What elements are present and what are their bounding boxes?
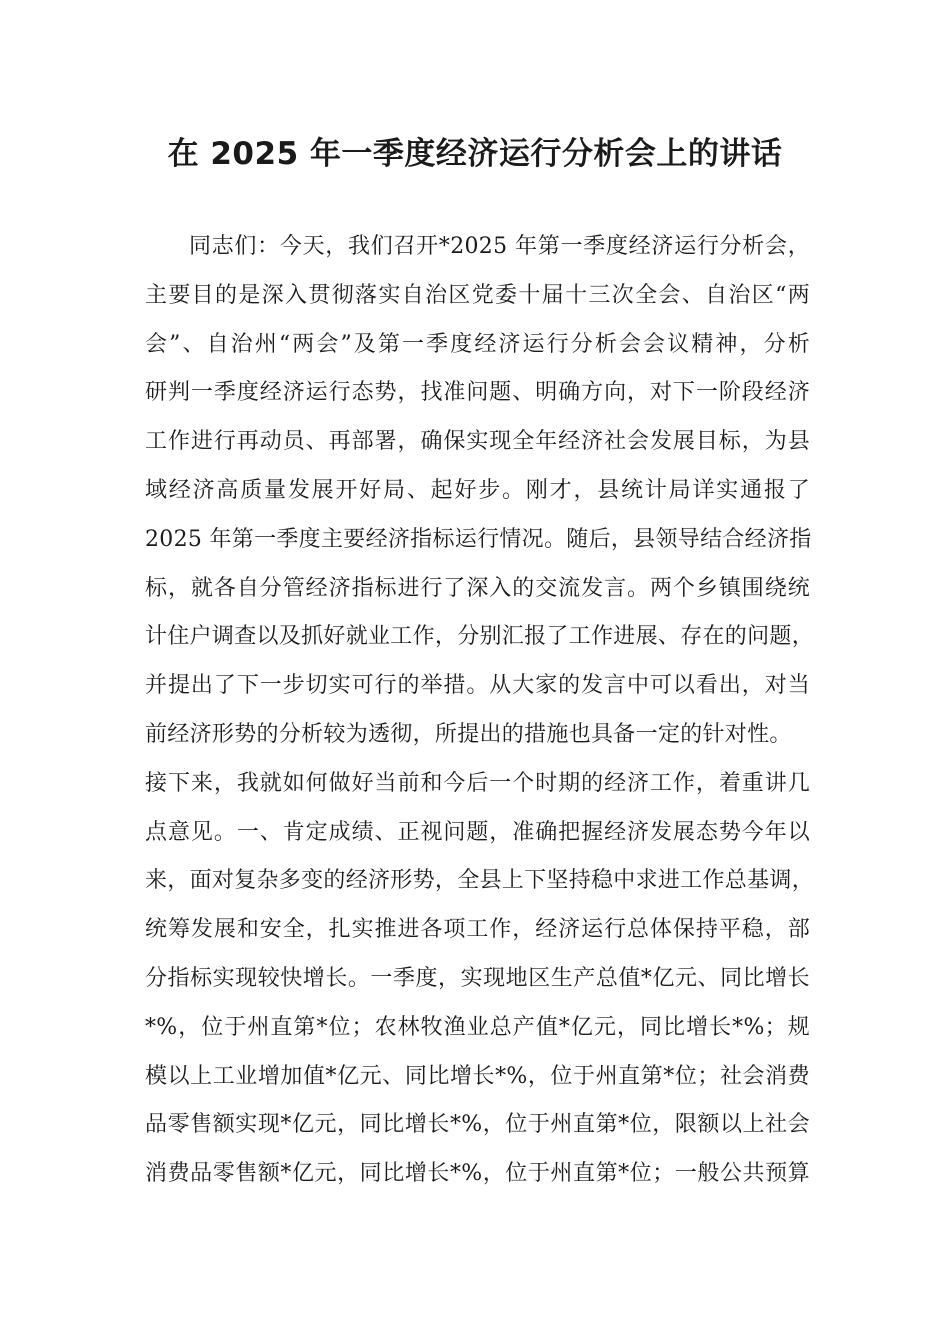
paragraph-line: 消费品零售额*亿元，同比增长*%，位于州直第*位；一般公共预算 [145, 1161, 810, 1187]
speech-body [145, 223, 815, 1199]
paragraph-line: 来，面对复杂多变的经济形势，全县上下坚持稳中求进工作总基调， [145, 868, 815, 894]
paragraph-line: 模以上工业增加值*亿元、同比增长*%，位于州直第*位；社会消费 [145, 1063, 810, 1089]
paragraph-line: 标，就各自分管经济指标进行了深入的交流发言。两个乡镇围绕统 [145, 575, 810, 601]
paragraph-line: 主要目的是深入贯彻落实自治区党委十届十三次全会、自治区“两 [145, 282, 810, 308]
paragraph-line: 域经济高质量发展开好局、起好步。刚才，县统计局详实通报了 [145, 477, 810, 503]
document-title: 在 2025 年一季度经济运行分析会上的讲话 [167, 136, 783, 172]
paragraph-line: 并提出了下一步切实可行的举措。从大家的发言中可以看出，对当 [145, 673, 810, 699]
paragraph-line: 研判一季度经济运行态势，找准问题、明确方向，对下一阶段经济 [145, 380, 810, 406]
paragraph-line: 工作进行再动员、再部署，确保实现全年经济社会发展目标，为县 [145, 429, 810, 455]
paragraph-line: 品零售额实现*亿元，同比增长*%，位于州直第*位，限额以上社会 [145, 1112, 810, 1138]
paragraph-line: 同志们：今天，我们召开*2025 年第一季度经济运行分析会， [189, 234, 810, 259]
paragraph-line: 计住户调查以及抓好就业工作，分别汇报了工作进展、存在的问题， [145, 624, 815, 650]
paragraph-line: 2025 年第一季度主要经济指标运行情况。随后，县领导结合经济指 [145, 526, 812, 552]
paragraph-line: 统筹发展和安全，扎实推进各项工作，经济运行总体保持平稳，部 [145, 917, 810, 943]
paragraph-line: 点意见。一、肯定成绩、正视问题，准确把握经济发展态势今年以 [145, 819, 810, 845]
paragraph-line: 会”、自治州“两会”及第一季度经济运行分析会会议精神，分析 [145, 331, 810, 357]
paragraph-line: 分指标实现较快增长。一季度，实现地区生产总值*亿元、同比增长 [145, 965, 810, 991]
paragraph-line: *%，位于州直第*位；农林牧渔业总产值*亿元，同比增长*%；规 [145, 1014, 810, 1040]
paragraph-line: 前经济形势的分析较为透彻，所提出的措施也具备一定的针对性。 [145, 721, 792, 747]
paragraph-line: 接下来，我就如何做好当前和今后一个时期的经济工作，着重讲几 [145, 770, 810, 796]
